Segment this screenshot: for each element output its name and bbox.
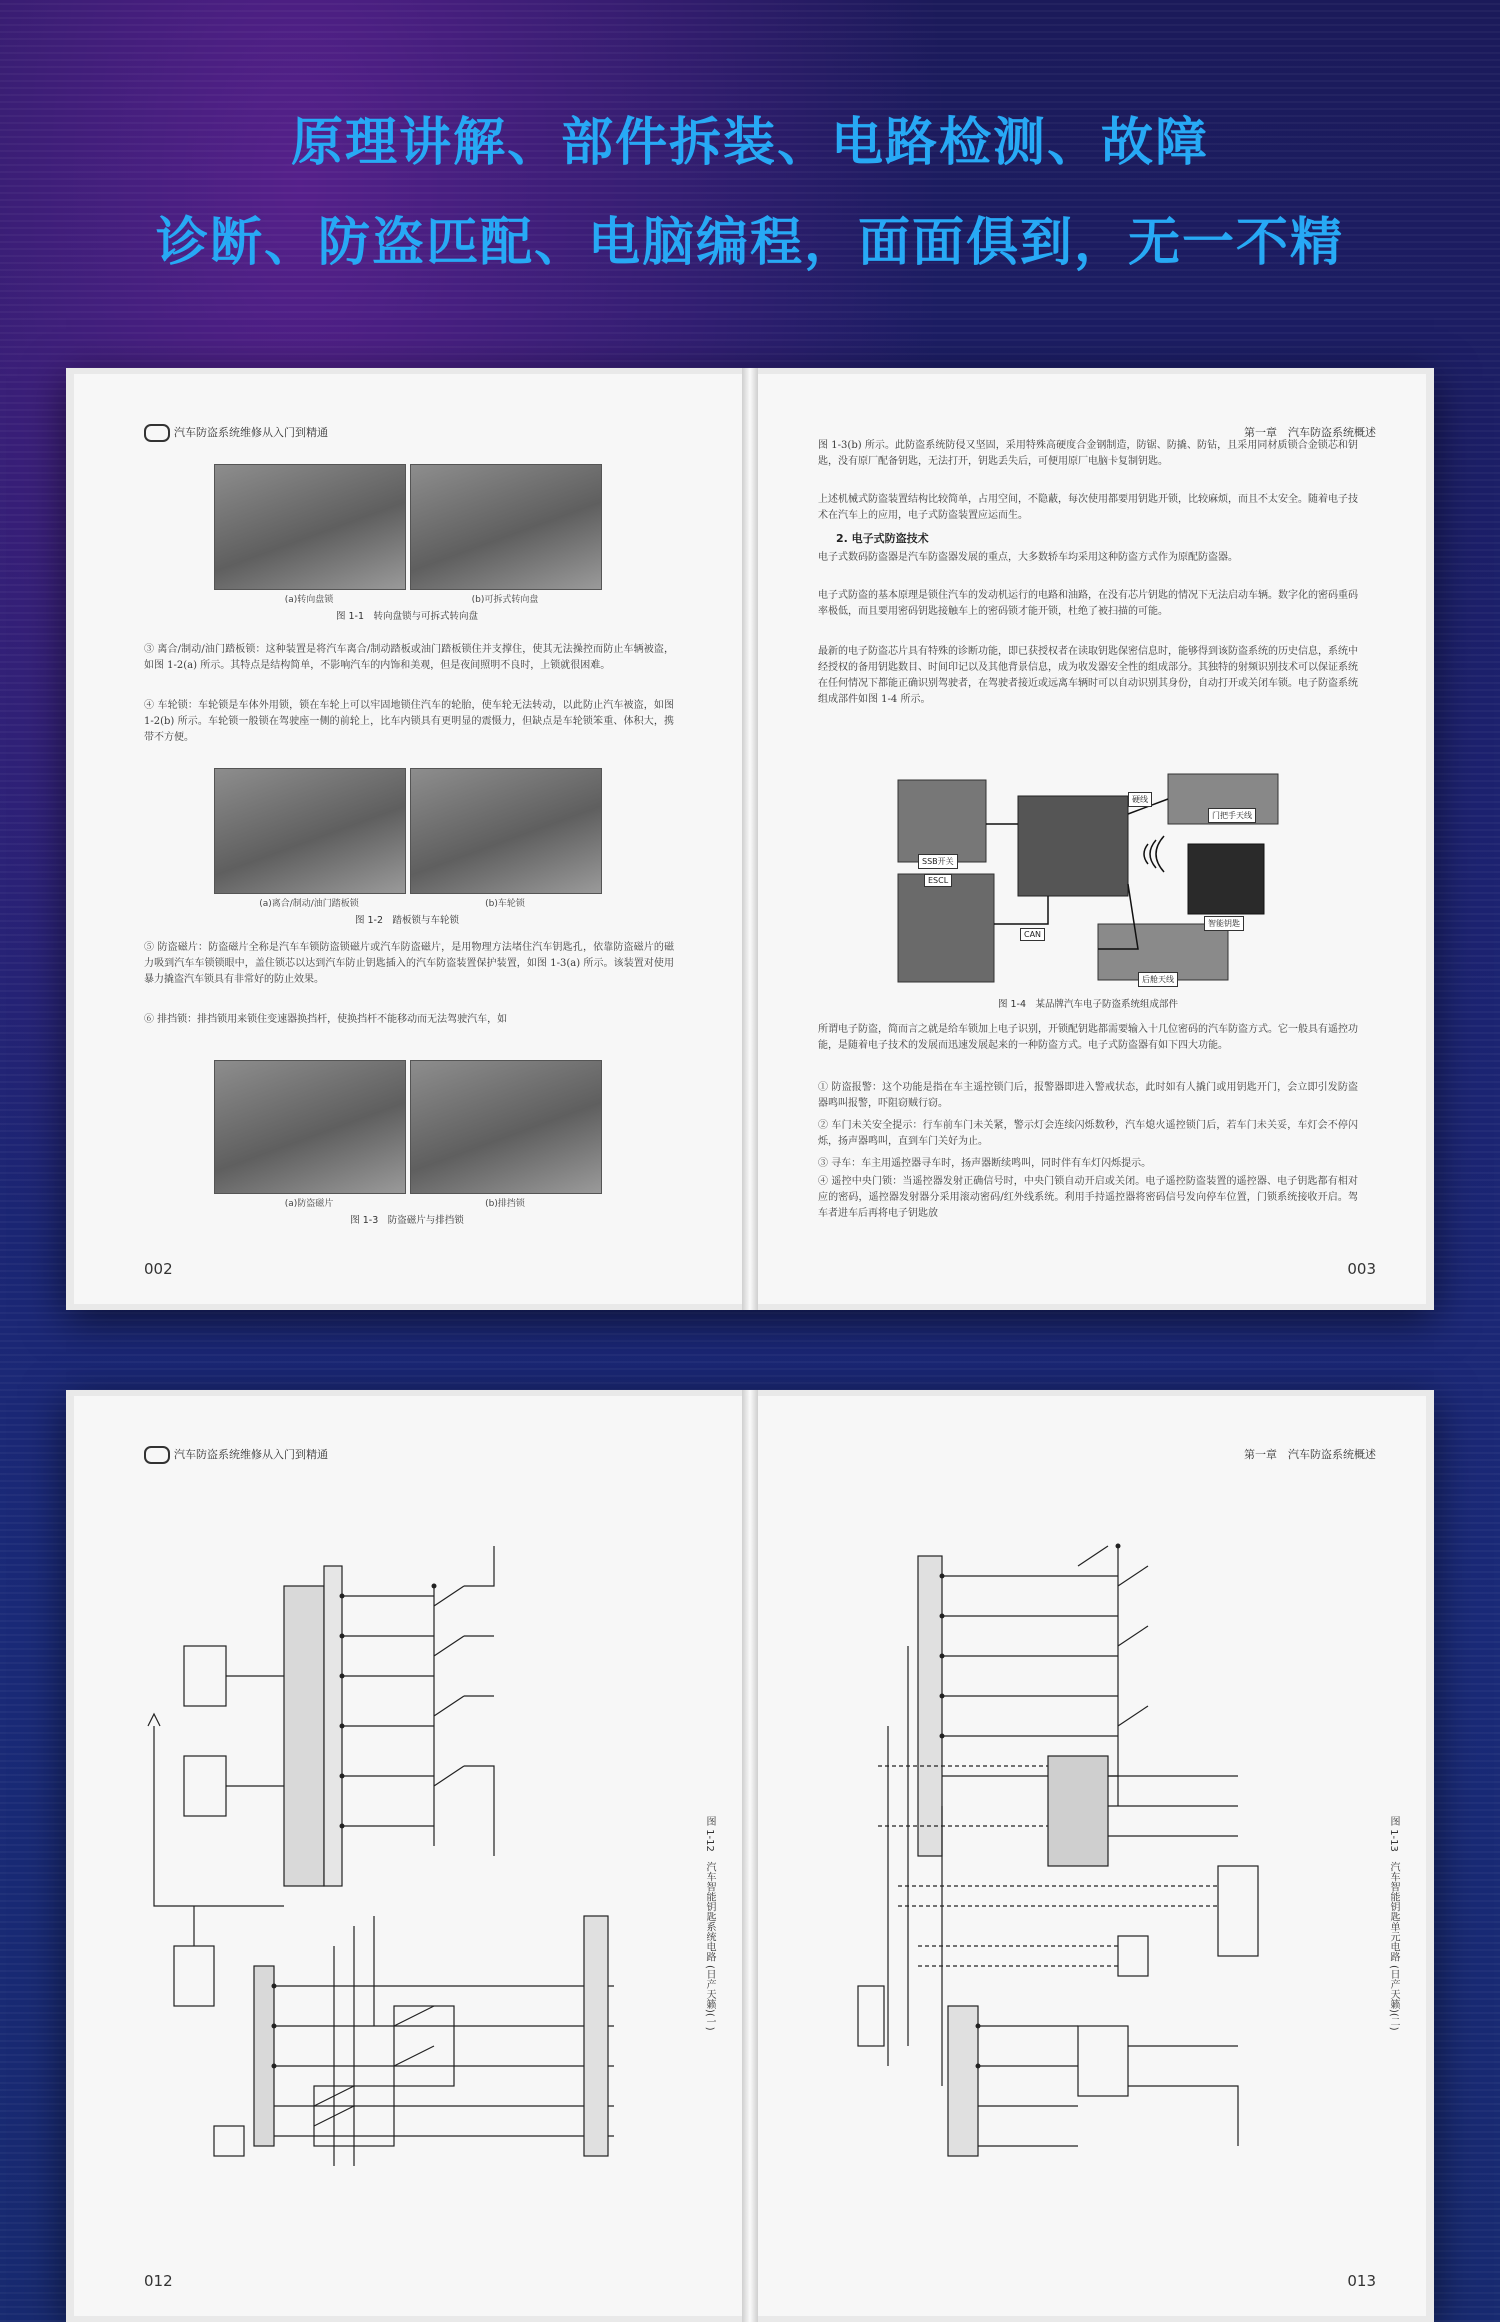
figure-caption: 图 1-3 防盗磁片与排挡锁 [350,1215,464,1226]
diagram-label-trunk-antenna: 后舱天线 [1138,972,1178,987]
figure-caption-vertical: 图 1-12 汽车智能钥匙系统电路 (日产天籁)(一) [704,1816,715,2031]
running-head-text: 汽车防盗系统维修从入门到精通 [174,426,328,439]
photo-wheel-lock [410,768,602,894]
page-003 [758,374,1426,1304]
photo-gear-lock [410,1060,602,1194]
book-spine [742,368,758,1310]
paragraph: ③ 寻车：车主用遥控器寻车时，扬声器断续鸣叫，同时伴有车灯闪烁提示。 [818,1158,1152,1169]
paragraph: 电子式数码防盗器是汽车防盗器发展的重点，大多数轿车均采用这种防盗方式作为原配防盗器。 [818,552,1238,563]
figure-caption: 图 1-4 某品牌汽车电子防盗系统组成部件 [997,999,1179,1010]
running-head: 第一章 汽车防盗系统概述 [1244,1448,1376,1461]
circuit-diagram-1 [134,1526,694,2166]
book-spread-2 [66,1390,1434,2322]
paragraph: ② 车门未关安全提示：行车前车门未关紧，警示灯会连续闪烁数秒，汽车熄火遥控锁门后，若车门未关妥，车灯会不停闪烁，扬声器鸣叫，直到车门关好为止。 [818,1120,1358,1147]
book-spine [742,1390,758,2322]
diagram-label-smart-key: 智能钥匙 [1204,916,1244,931]
photo-pedal-lock [214,768,406,894]
photo-caption: (a)离合/制动/油门踏板锁 [259,899,359,909]
subtitle-line-2: 诊断、防盗匹配、电脑编程，面面俱到，无一不精 [155,213,1344,273]
photo-caption: (b)可拆式转向盘 [471,595,539,605]
ecu-photo [1018,796,1128,896]
photo-caption: (a)转向盘锁 [284,595,334,605]
page-number: 013 [1347,2272,1376,2290]
paragraph: ④ 车轮锁：车轮锁是车体外用锁，锁在车轮上可以牢固地锁住汽车的轮胎，使车轮无法转动，以此防止汽车被盗，如图 1-2(b) 所示。车轮锁一般锁在驾驶座一侧的前轮上，比车内锁具有更明显的震慑力，但缺点是车轮锁笨重、体积大，携带不方便。 [144,700,674,743]
running-head [144,1446,328,1464]
smart-key-photo [1188,844,1264,914]
page-013 [758,1396,1426,2316]
photo-anti-theft-magnet [214,1060,406,1194]
page-number: 002 [144,1260,173,1278]
escl-photo [898,874,994,982]
ssb-switch-photo [898,780,986,862]
diagram-label-escl: ESCL [924,874,952,887]
page-012 [74,1396,742,2316]
book-logo-icon [144,1446,170,1464]
section-title: 2. 电子式防盗技术 [836,532,929,545]
photo-caption: (b)排挡锁 [485,1199,525,1209]
photo-caption: (a)防盗磁片 [284,1199,334,1209]
figure-caption-vertical: 图 1-13 汽车智能钥匙单元电路 (日产天籁)(二) [1388,1816,1399,2031]
page-number: 012 [144,2272,173,2290]
subtitle-line-1: 原理讲解、部件拆装、电路检测、故障 [290,113,1209,173]
page-number: 003 [1347,1260,1376,1278]
paragraph: 电子式防盗的基本原理是锁住汽车的发动机运行的电路和油路，在没有芯片钥匙的情况下无法启动车辆。数字化的密码重码率极低，而且要用密码钥匙接触车上的密码锁才能开锁，杜绝了被扫描的可能。 [818,590,1358,617]
paragraph: ① 防盗报警：这个功能是指在车主遥控锁门后，报警器即进入警戒状态，此时如有人撬门或用钥匙开门，会立即引发防盗器鸣叫报警，吓阻窃贼行窃。 [818,1082,1358,1109]
paragraph: 最新的电子防盗芯片具有特殊的诊断功能，即已获授权者在读取钥匙保密信息时，能够得到该防盗系统的历史信息，系统中经授权的备用钥匙数目、时间印记以及其他背景信息，成为收发器安全性的组成部分。其独特的射频识别技术可以保证系统在任何情况下都能正确识别驾驶者，在驾驶者接近或远离车辆时可以自动识别其身份，自动打开或关闭车锁。电子防盗系统组成部件如图 1-4 所示。 [818,646,1358,705]
paragraph: 所谓电子防盗，简而言之就是给车锁加上电子识别，开锁配钥匙都需要输入十几位密码的汽车防盗方式。它一般具有遥控功能，是随着电子技术的发展而迅速发展起来的一种防盗方式。电子式防盗器有如下四大功能。 [818,1024,1358,1051]
paragraph: ④ 遥控中央门锁：当遥控器发射正确信号时，中央门锁自动开启或关闭。电子遥控防盗装置的遥控器、电子钥匙都有相对应的密码，遥控器发射器分采用滚动密码/红外线系统。利用手持遥控器将密码信号发向停车位置，门锁系统接收开启。驾车者进车后再将电子钥匙放 [818,1176,1358,1219]
running-head [144,424,328,442]
running-head: 第一章 汽车防盗系统概述 [1244,426,1376,439]
circuit-diagram-2 [818,1526,1378,2166]
photo-caption: (b)车轮锁 [485,899,525,909]
paragraph: 图 1-3(b) 所示。此防盗系统防侵又坚固，采用特殊高硬度合金钢制造，防锯、防撬、防钻，且采用同材质锁合金锁芯和钥匙，没有原厂配备钥匙，无法打开，钥匙丢失后，可便用原厂电脑卡复制钥匙。 [818,440,1358,467]
diagram-label-can: CAN [1020,928,1045,941]
figure-caption: 图 1-1 转向盘锁与可拆式转向盘 [335,611,479,622]
paragraph: 上述机械式防盗装置结构比较简单，占用空间，不隐蔽，每次使用都要用钥匙开锁，比较麻烦，而且不太安全。随着电子技术在汽车上的应用，电子式防盗装置应运而生。 [818,494,1358,521]
diagram-label-ssb: SSB开关 [918,854,958,869]
paragraph: ③ 离合/制动/油门踏板锁：这种装置是将汽车离合/制动踏板或油门踏板锁住并支撑住，使其无法操控而防止车辆被盗，如图 1-2(a) 所示。其特点是结构简单，不影响汽车的内饰和美观，但是夜间照明不良时，上锁就很困难。 [144,644,674,671]
paragraph: ⑥ 排挡锁：排挡锁用来锁住变速器换挡杆，使换挡杆不能移动而无法驾驶汽车，如 [144,1014,508,1025]
running-head-text: 汽车防盗系统维修从入门到精通 [174,1448,328,1461]
signal-waves-icon [1144,836,1164,872]
book-spread-1 [66,368,1434,1310]
page-002 [74,374,742,1304]
photo-steering-lock [214,464,406,590]
photo-removable-wheel [410,464,602,590]
figure-caption: 图 1-2 踏板锁与车轮锁 [354,915,460,926]
headline-clipped [0,0,1500,60]
component-diagram [898,774,1278,984]
diagram-label-door-antenna: 门把手天线 [1208,808,1256,823]
book-logo-icon [144,424,170,442]
paragraph: ⑤ 防盗磁片：防盗磁片全称是汽车车锁防盗锁磁片或汽车防盗磁片，是用物理方法堵住汽车钥匙孔，依靠防盗磁片的磁力吸到汽车车锁锁眼中，盖住锁芯以达到汽车防止钥匙插入的汽车防盗装置保护装置，如图 1-3(a) 所示。该装置对使用暴力撬盗汽车锁具有非常好的防止效果。 [144,942,674,985]
diagram-label-wire: 硬线 [1128,792,1152,807]
